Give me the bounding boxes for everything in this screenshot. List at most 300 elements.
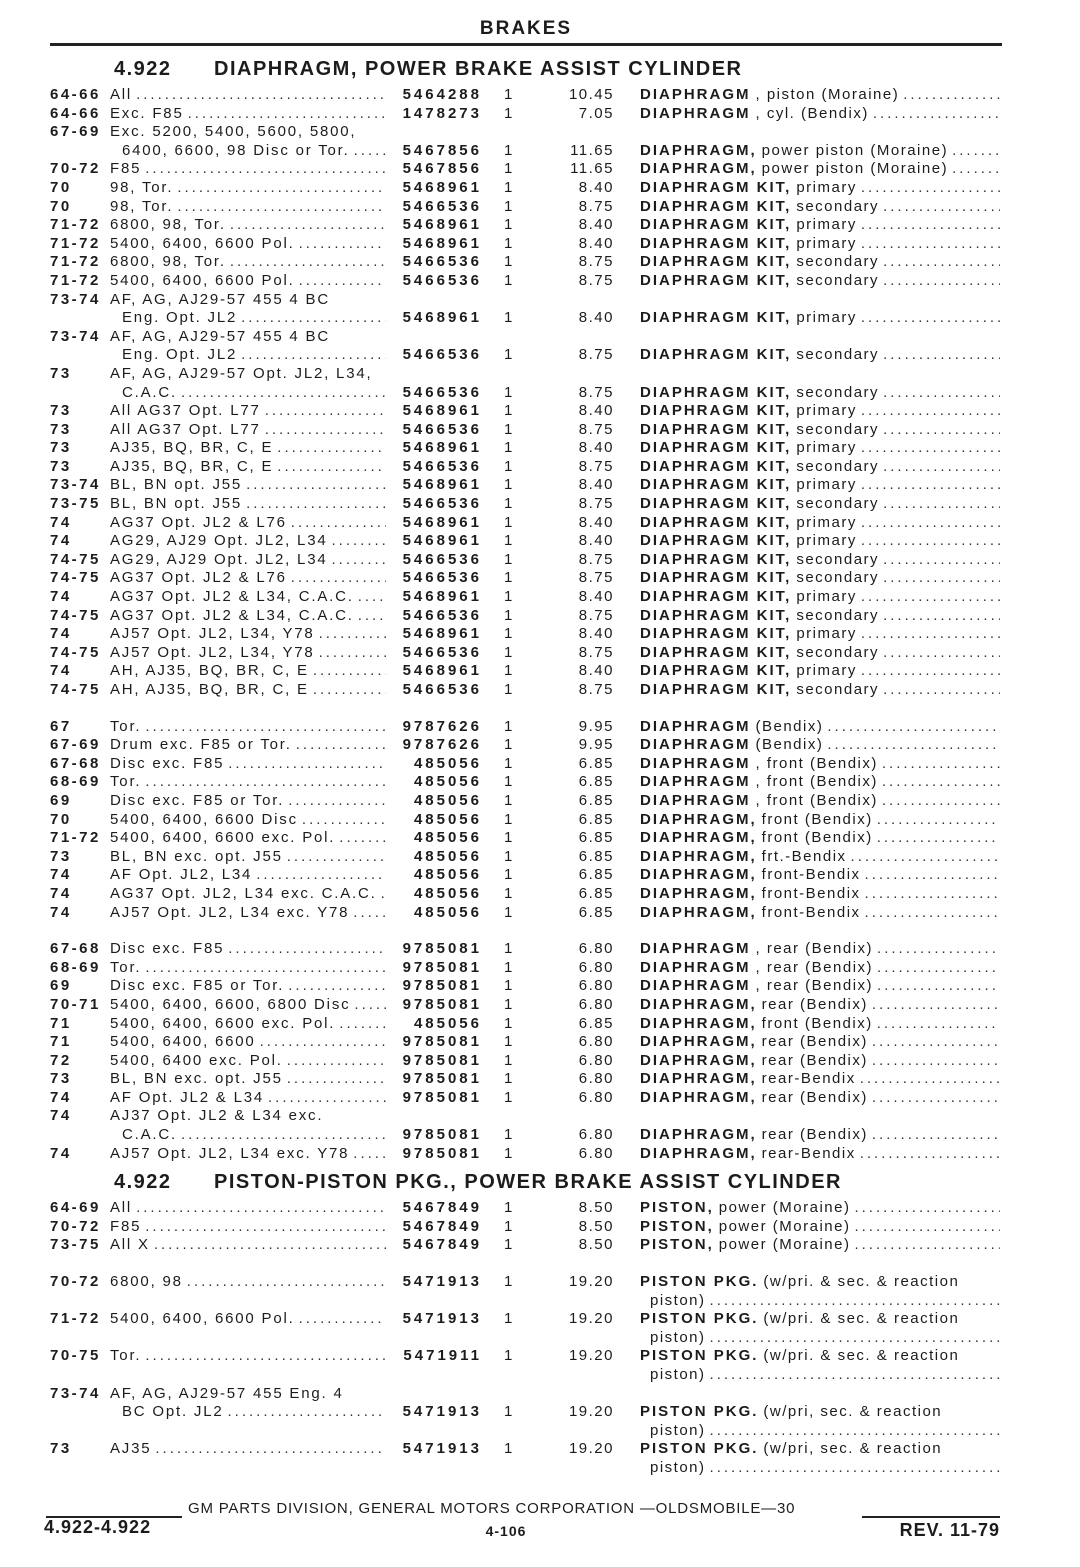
row-line (0, 977, 1080, 996)
year-cell: 74 (50, 866, 72, 884)
part-name: DIAPHRAGM KIT, (640, 197, 792, 215)
description-line (110, 402, 386, 421)
description-line (122, 346, 386, 365)
part-detail: piston) (650, 1458, 706, 1476)
part-name: PISTON PKG. (640, 1310, 759, 1328)
row-line (0, 1422, 1080, 1441)
table-row (0, 811, 1080, 830)
row-line (0, 755, 1080, 774)
part-detail: rear (Bendix) (761, 995, 868, 1013)
description-line (110, 811, 386, 830)
dot-leader (883, 198, 1000, 217)
table-row (0, 439, 1080, 458)
dot-leader (860, 1145, 1000, 1164)
dot-leader (827, 718, 1000, 737)
table-row (0, 328, 1080, 365)
quantity: 1 (504, 1273, 513, 1291)
dot-leader (358, 588, 386, 607)
price: 6.80 (578, 1088, 614, 1106)
dot-leader (188, 105, 386, 124)
dot-leader (877, 959, 1000, 978)
row-line (0, 1292, 1080, 1311)
table-row (0, 86, 1080, 105)
year-cell: 73-74 (50, 327, 101, 345)
description-text: AJ35 (110, 1440, 152, 1458)
part-number: 485056 (413, 903, 482, 921)
part-number: 9787626 (402, 717, 482, 735)
part-detail: secondary (796, 550, 880, 568)
year-cell: 71-72 (50, 829, 101, 847)
year-cell: 71-72 (50, 271, 101, 289)
row-line (0, 1107, 1080, 1126)
year-cell: 71-72 (50, 253, 101, 271)
part-number: 9785081 (402, 958, 482, 976)
description-text: C.A.C. (122, 1126, 177, 1144)
year-cell: 67-69 (50, 736, 101, 754)
part-detail: , cyl. (Bendix) (755, 104, 869, 122)
part-detail: primary (796, 402, 857, 420)
table-row (0, 755, 1080, 774)
part-name-cell (640, 142, 1000, 161)
table-row (0, 866, 1080, 885)
quantity: 1 (504, 271, 513, 289)
description-line (110, 681, 386, 700)
price: 6.80 (578, 1051, 614, 1069)
description-text: AJ35, BQ, BR, C, E (110, 457, 274, 475)
description-line (110, 1107, 386, 1126)
part-number: 5464288 (402, 86, 482, 103)
part-name-cell (640, 514, 1000, 533)
price: 6.80 (578, 940, 614, 958)
description-text: All (110, 86, 133, 103)
dot-leader (865, 904, 1000, 923)
table-row (0, 736, 1080, 755)
year-cell: 68-69 (50, 958, 101, 976)
part-name-cell (640, 235, 1000, 254)
year-cell: 74-75 (50, 643, 101, 661)
quantity: 1 (504, 588, 513, 606)
description-text: 98, Tor. (110, 197, 174, 215)
price: 8.75 (578, 606, 614, 624)
part-number: 5466536 (402, 550, 482, 568)
part-name: DIAPHRAGM KIT, (640, 439, 792, 457)
dot-leader (877, 829, 1000, 848)
row-line (0, 421, 1080, 440)
row-line (0, 346, 1080, 365)
price: 8.75 (578, 681, 614, 698)
part-name: PISTON PKG. (640, 1440, 759, 1458)
dot-leader (354, 142, 386, 161)
description-text: F85 (110, 160, 142, 178)
dot-leader (145, 1347, 386, 1366)
price: 19.20 (568, 1440, 614, 1458)
dot-leader (883, 421, 1000, 440)
part-name-cell (640, 885, 1000, 904)
year-cell: 73-74 (50, 290, 101, 308)
part-name: DIAPHRAGM (640, 958, 751, 976)
table-row (0, 495, 1080, 514)
part-name: DIAPHRAGM KIT, (640, 681, 792, 698)
row-line (0, 1033, 1080, 1052)
part-name: DIAPHRAGM, (640, 1144, 757, 1162)
table-row (0, 272, 1080, 291)
part-detail: secondary (796, 420, 880, 438)
year-cell: 73 (50, 364, 72, 382)
description-line (110, 866, 386, 885)
description-line (110, 198, 386, 217)
dot-leader (313, 681, 386, 700)
dot-leader (287, 1052, 386, 1071)
quantity: 1 (504, 773, 513, 791)
part-name-cell (640, 607, 1000, 626)
year-cell: 74 (50, 1144, 72, 1162)
description-line (110, 1236, 386, 1255)
description-text: Eng. Opt. JL2 (122, 346, 238, 364)
part-name-cell (640, 792, 1000, 811)
part-detail: secondary (796, 606, 880, 624)
quantity: 1 (504, 977, 513, 995)
quantity: 1 (504, 958, 513, 976)
part-number: 5467849 (402, 1236, 482, 1254)
table-row (0, 1385, 1080, 1441)
row-line (0, 1329, 1080, 1348)
part-name: DIAPHRAGM, (640, 1070, 757, 1088)
row-line (0, 402, 1080, 421)
part-name-cell (640, 495, 1000, 514)
dot-leader (353, 1145, 386, 1164)
price: 19.20 (568, 1403, 614, 1421)
table-row (0, 551, 1080, 570)
table-row (0, 1107, 1080, 1144)
dot-leader (865, 885, 1000, 904)
part-name-cell (640, 198, 1000, 217)
part-name-cell (640, 216, 1000, 235)
dot-leader (861, 625, 1000, 644)
description-text: AG37 Opt. JL2 & L76 (110, 513, 287, 531)
dot-leader (883, 681, 1000, 700)
part-number: 5468961 (402, 513, 482, 531)
price: 8.40 (578, 513, 614, 531)
row-line (0, 216, 1080, 235)
part-number: 9785081 (402, 1033, 482, 1051)
year-cell: 74 (50, 1107, 72, 1125)
price: 6.80 (578, 1070, 614, 1088)
table-row (0, 421, 1080, 440)
price: 10.45 (568, 86, 614, 103)
part-name: DIAPHRAGM KIT, (640, 402, 792, 420)
quantity: 1 (504, 532, 513, 550)
part-detail: secondary (796, 569, 880, 587)
part-detail: piston) (650, 1366, 706, 1383)
row-line (0, 458, 1080, 477)
table-row (0, 681, 1080, 700)
year-cell: 73 (50, 439, 72, 457)
row-line (0, 1347, 1080, 1366)
part-name: DIAPHRAGM (640, 977, 751, 995)
part-detail: power piston (Moraine) (761, 160, 949, 178)
dot-leader (883, 272, 1000, 291)
row-line (0, 996, 1080, 1015)
description-text: AG37 Opt. JL2, L34 exc. C.A.C. (110, 884, 377, 902)
description-text: BL, BN exc. opt. J55 (110, 1070, 283, 1088)
part-detail: , piston (Moraine) (755, 86, 900, 103)
part-name: DIAPHRAGM, (640, 1126, 757, 1144)
description-line (110, 1015, 386, 1034)
part-name: DIAPHRAGM KIT, (640, 178, 792, 196)
dot-leader (381, 885, 386, 904)
description-line (110, 532, 386, 551)
description-text: AF, AG, AJ29-57 455 4 BC (110, 327, 330, 345)
part-number: 5466536 (402, 420, 482, 438)
part-detail: rear (Bendix) (761, 1051, 868, 1069)
description-line (110, 514, 386, 533)
dot-leader (313, 662, 386, 681)
footer-revision: REV. 11-79 (899, 1520, 1000, 1540)
part-detail: piston) (650, 1421, 706, 1439)
description-line (110, 421, 386, 440)
part-detail-cell (650, 1292, 1000, 1311)
description-line (110, 977, 386, 996)
dot-leader (710, 1292, 1000, 1311)
price: 6.85 (578, 829, 614, 847)
part-number: 5466536 (402, 457, 482, 475)
part-detail: power (Moraine) (718, 1217, 851, 1235)
row-line (0, 1015, 1080, 1034)
part-detail: (Bendix) (755, 717, 824, 735)
description-text: AH, AJ35, BQ, BR, C, E (110, 681, 309, 698)
part-detail: secondary (796, 495, 880, 513)
description-line (110, 625, 386, 644)
quantity: 1 (504, 346, 513, 364)
year-cell: 74 (50, 625, 72, 643)
part-name-cell (640, 476, 1000, 495)
dot-leader (339, 829, 386, 848)
part-name: DIAPHRAGM KIT, (640, 643, 792, 661)
footer-rule-right (862, 1516, 1000, 1518)
description-text: BL, BN opt. J55 (110, 495, 243, 513)
description-line (110, 495, 386, 514)
dot-leader (177, 179, 386, 198)
dot-leader (260, 1033, 386, 1052)
part-name-cell (640, 309, 1000, 328)
dot-leader (865, 866, 1000, 885)
part-name-cell (640, 736, 1000, 755)
year-cell: 70-71 (50, 995, 101, 1013)
part-detail: secondary (796, 681, 880, 698)
description-text: C.A.C. (122, 383, 177, 401)
dot-leader (136, 86, 386, 105)
dot-leader (854, 1218, 1000, 1237)
part-name-cell (640, 1347, 1000, 1366)
quantity: 1 (504, 513, 513, 531)
row-line (0, 1052, 1080, 1071)
part-number: 1478273 (402, 104, 482, 122)
description-line (110, 662, 386, 681)
quantity: 1 (504, 903, 513, 921)
part-detail: front-Bendix (761, 866, 861, 884)
quantity: 1 (504, 1144, 513, 1162)
description-text: AG29, AJ29 Opt. JL2, L34 (110, 532, 328, 550)
quantity: 1 (504, 717, 513, 735)
price: 8.75 (578, 550, 614, 568)
part-name: DIAPHRAGM KIT, (640, 271, 792, 289)
part-detail: (w/pri. & sec. & reaction (763, 1310, 960, 1328)
description-text: 5400, 6400, 6600 (110, 1033, 256, 1051)
description-text: AG37 Opt. JL2 & L76 (110, 569, 287, 587)
year-cell: 70-72 (50, 1273, 101, 1291)
part-number: 5466536 (402, 253, 482, 271)
part-detail: secondary (796, 271, 880, 289)
dot-leader (319, 644, 386, 663)
price: 19.20 (568, 1347, 614, 1365)
row-line (0, 309, 1080, 328)
description-line (110, 105, 386, 124)
dot-leader (358, 607, 386, 626)
part-name-cell (640, 829, 1000, 848)
part-name-cell (640, 1236, 1000, 1255)
description-line (110, 588, 386, 607)
table-row (0, 792, 1080, 811)
description-line (110, 885, 386, 904)
row-line (0, 1070, 1080, 1089)
dot-leader (145, 160, 386, 179)
table-row (0, 1015, 1080, 1034)
part-name: DIAPHRAGM KIT, (640, 216, 792, 234)
table-row (0, 216, 1080, 235)
part-detail: piston) (650, 1291, 706, 1309)
quantity: 1 (504, 1088, 513, 1106)
description-line (110, 365, 386, 384)
table-row (0, 885, 1080, 904)
footer-page-number: 4-106 (485, 1523, 527, 1539)
part-detail: (w/pri. & sec. & reaction (763, 1273, 960, 1291)
row-line (0, 644, 1080, 663)
year-cell: 73-75 (50, 1236, 101, 1254)
part-name: DIAPHRAGM KIT, (640, 309, 792, 327)
year-cell: 74 (50, 588, 72, 606)
price: 8.40 (578, 402, 614, 420)
part-name-cell (640, 569, 1000, 588)
year-cell: 73 (50, 1440, 72, 1458)
description-text: F85 (110, 1217, 142, 1235)
row-line (0, 384, 1080, 403)
table-row (0, 607, 1080, 626)
table-row (0, 532, 1080, 551)
part-name-cell (640, 346, 1000, 365)
dot-leader (228, 940, 386, 959)
row-line (0, 904, 1080, 923)
year-cell: 71-72 (50, 1310, 101, 1328)
dot-leader (872, 1033, 1000, 1052)
part-name-cell (640, 940, 1000, 959)
year-cell: 64-66 (50, 86, 101, 103)
description-line (110, 569, 386, 588)
part-detail: primary (796, 309, 857, 327)
part-name-cell (640, 625, 1000, 644)
table-row (0, 198, 1080, 217)
quantity: 1 (504, 476, 513, 494)
row-line (0, 662, 1080, 681)
description-text: AJ57 Opt. JL2, L34 exc. Y78 (110, 903, 350, 921)
part-detail: secondary (796, 346, 880, 364)
dot-leader (710, 1366, 1000, 1385)
description-text: 6800, 98 (110, 1273, 183, 1291)
description-line (122, 384, 386, 403)
part-detail: , front (Bendix) (755, 754, 878, 772)
dot-leader (299, 1310, 386, 1329)
description-line (110, 1218, 386, 1237)
part-number: 9785081 (402, 1051, 482, 1069)
part-detail: (Bendix) (755, 736, 824, 754)
table-row (0, 291, 1080, 328)
part-detail: , rear (Bendix) (755, 977, 874, 995)
dot-leader (877, 1015, 1000, 1034)
part-name: DIAPHRAGM, (640, 995, 757, 1013)
row-line (0, 773, 1080, 792)
quantity: 1 (504, 253, 513, 271)
part-name: DIAPHRAGM, (640, 829, 757, 847)
quantity: 1 (504, 662, 513, 680)
part-number: 5468961 (402, 662, 482, 680)
part-name-cell (640, 1199, 1000, 1218)
description-line (110, 1347, 386, 1366)
part-number: 9785081 (402, 1144, 482, 1162)
price: 6.85 (578, 847, 614, 865)
quantity: 1 (504, 550, 513, 568)
description-line (110, 1145, 386, 1164)
description-line (122, 309, 386, 328)
dot-leader (861, 439, 1000, 458)
year-cell: 74 (50, 513, 72, 531)
section-title: DIAPHRAGM, POWER BRAKE ASSIST CYLINDER (214, 58, 743, 80)
price: 8.75 (578, 457, 614, 475)
year-cell: 69 (50, 791, 72, 809)
quantity: 1 (504, 141, 513, 159)
year-cell: 70-72 (50, 160, 101, 178)
description-line (110, 1052, 386, 1071)
price: 8.40 (578, 532, 614, 550)
table-row (0, 1236, 1080, 1255)
year-cell: 73-75 (50, 495, 101, 513)
part-detail: (w/pri, sec. & reaction (763, 1403, 943, 1421)
part-detail: primary (796, 439, 857, 457)
part-name: DIAPHRAGM, (640, 1014, 757, 1032)
dot-leader (155, 1440, 386, 1459)
dot-leader (952, 160, 1000, 179)
dot-leader (861, 662, 1000, 681)
description-text: 6800, 98, Tor. (110, 216, 226, 234)
part-name: DIAPHRAGM, (640, 1051, 757, 1069)
part-number: 485056 (413, 754, 482, 772)
part-detail: primary (796, 476, 857, 494)
table-row (0, 569, 1080, 588)
price: 8.50 (578, 1217, 614, 1235)
dot-leader (860, 1070, 1000, 1089)
dot-leader (268, 1089, 386, 1108)
description-text: Tor. (110, 1347, 142, 1365)
price: 8.40 (578, 476, 614, 494)
description-text: Drum exc. F85 or Tor. (110, 736, 292, 754)
part-name-cell (640, 384, 1000, 403)
part-name-cell (640, 439, 1000, 458)
dot-leader (882, 773, 1000, 792)
description-line (110, 1199, 386, 1218)
year-cell: 69 (50, 977, 72, 995)
table-row (0, 662, 1080, 681)
price: 7.05 (578, 104, 614, 122)
description-text: All AG37 Opt. L77 (110, 402, 261, 420)
part-number: 5466536 (402, 346, 482, 364)
